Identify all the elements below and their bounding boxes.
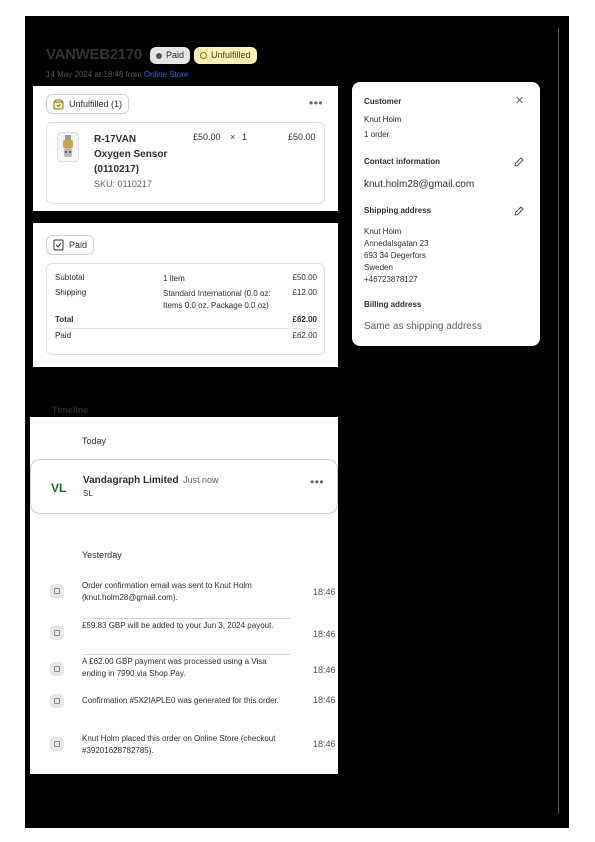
edit-contact-pencil-icon[interactable]: [513, 156, 525, 168]
times-sign: ×: [230, 132, 236, 142]
customer-name-link[interactable]: Knut Holm: [364, 115, 402, 124]
avatar: VL: [51, 481, 67, 495]
receipt-check-icon: [53, 239, 64, 251]
customer-email[interactable]: knut.holm28@gmail.com: [364, 179, 475, 190]
subtotal-label: Subtotal: [55, 273, 85, 282]
comment-more-button[interactable]: •••: [310, 475, 325, 489]
paid-value: £62.00: [292, 331, 317, 340]
address-city: 693 34 Degerfors: [364, 251, 426, 260]
comment-time: Just now: [183, 475, 219, 485]
address-phone: +46723878127: [364, 275, 418, 284]
event-bullet-icon: [50, 626, 64, 640]
shipping-address-heading: Shipping address: [364, 206, 432, 215]
address-country: Sweden: [364, 263, 393, 272]
fulfillment-card: [33, 86, 338, 211]
timeline-event: Knut Holm placed this order on Online Store (checkout #39201628782785).: [82, 734, 276, 755]
paid-label: Paid: [55, 331, 72, 340]
summary-divider: [55, 328, 317, 329]
order-date: 14 May 2024 at 18:46 from: [46, 70, 142, 79]
close-icon[interactable]: ✕: [515, 95, 525, 107]
order-date-line: [46, 70, 188, 79]
total-value: £62.00: [292, 315, 317, 324]
event-bullet-icon: [50, 694, 64, 708]
timeline-event-time: 18:46: [313, 629, 336, 639]
unfulfilled-status-pill: [46, 94, 129, 114]
comment-author: Vandagraph Limited: [83, 475, 179, 486]
yesterday-label: Yesterday: [82, 550, 122, 560]
today-label: Today: [82, 436, 107, 446]
total-label: Total: [55, 315, 74, 324]
line-total: £50.00: [288, 132, 316, 142]
customer-card: [352, 82, 540, 346]
timeline-event-time: 18:46: [313, 695, 336, 705]
product-name-line2: Oxygen Sensor: [94, 149, 168, 160]
package-icon: [53, 99, 64, 110]
payment-status-badge: [150, 47, 190, 64]
order-source-link[interactable]: Online Store: [143, 70, 189, 79]
timeline-event-time: 18:46: [313, 739, 336, 749]
event-bullet-icon: [50, 584, 64, 598]
subtotal-desc: 1 item: [163, 274, 185, 283]
scrollbar-track[interactable]: [558, 28, 559, 814]
payment-status-label: Paid: [166, 50, 185, 60]
quantity: 1: [242, 132, 248, 142]
billing-heading: Billing address: [364, 300, 422, 309]
shipping-desc: Standard International (0.0 oz: Items 0.0 oz, Package 0.0 oz): [163, 289, 271, 310]
timeline-heading: Timeline: [52, 405, 89, 415]
timeline-event-time: 18:46: [313, 665, 336, 675]
fulfillment-status-label: Unfulfilled: [211, 50, 251, 60]
unfulfilled-ring-icon: [200, 52, 207, 59]
timeline-event: Order confirmation email was sent to Knut Holm (knut.holm28@gmail.com).: [82, 581, 252, 602]
subtotal-value: £50.00: [292, 273, 317, 282]
paid-status-pill: [46, 235, 94, 255]
unfulfilled-status-label: Unfulfilled (1): [69, 99, 123, 109]
payment-card: [33, 223, 338, 367]
timeline-event[interactable]: A £62.00 GBP payment was processed using a Visa ending in 7990 via Shop Pay.: [82, 657, 267, 678]
customer-order-count[interactable]: 1 order: [364, 130, 390, 139]
oxygen-sensor-image: [61, 135, 75, 159]
more-actions-button[interactable]: •••: [309, 96, 324, 110]
timeline-event[interactable]: £59.83 GBP will be added to your Jun 3, 2024 payout.: [82, 621, 274, 630]
address-name: Knut Holm: [364, 227, 402, 236]
product-name-line3: (0110217): [94, 164, 140, 175]
contact-heading: Contact information: [364, 157, 440, 166]
order-title: VANWEB2170: [46, 46, 142, 63]
comment-card: [30, 459, 338, 514]
event-bullet-icon: [50, 737, 64, 751]
product-thumbnail[interactable]: [57, 132, 79, 162]
product-name[interactable]: [94, 132, 189, 177]
paid-status-label: Paid: [69, 240, 88, 250]
unit-price: £50.00: [193, 132, 221, 142]
timeline-event-time: 18:46: [313, 587, 336, 597]
shipping-value: £12.00: [292, 288, 317, 297]
event-bullet-icon: [50, 662, 64, 676]
address-street: Annedalsgatan 23: [364, 239, 429, 248]
paid-dot-icon: [156, 53, 162, 59]
customer-heading: Customer: [364, 97, 402, 106]
shipping-address-block: [364, 226, 429, 286]
billing-value: Same as shipping address: [364, 321, 482, 332]
product-name-line1: R-17VAN: [94, 134, 137, 145]
shipping-label: Shipping: [55, 288, 87, 297]
comment-text: SL: [83, 489, 93, 498]
fulfillment-status-badge: [194, 47, 257, 64]
timeline-card: [30, 417, 338, 774]
product-sku: SKU: 0110217: [94, 179, 152, 189]
event-link-underline: [82, 618, 290, 619]
edit-shipping-pencil-icon[interactable]: [513, 205, 525, 217]
timeline-event: Confirmation #5X2IAPLE0 was generated for this order.: [82, 696, 279, 705]
event-link-underline: [82, 654, 290, 655]
